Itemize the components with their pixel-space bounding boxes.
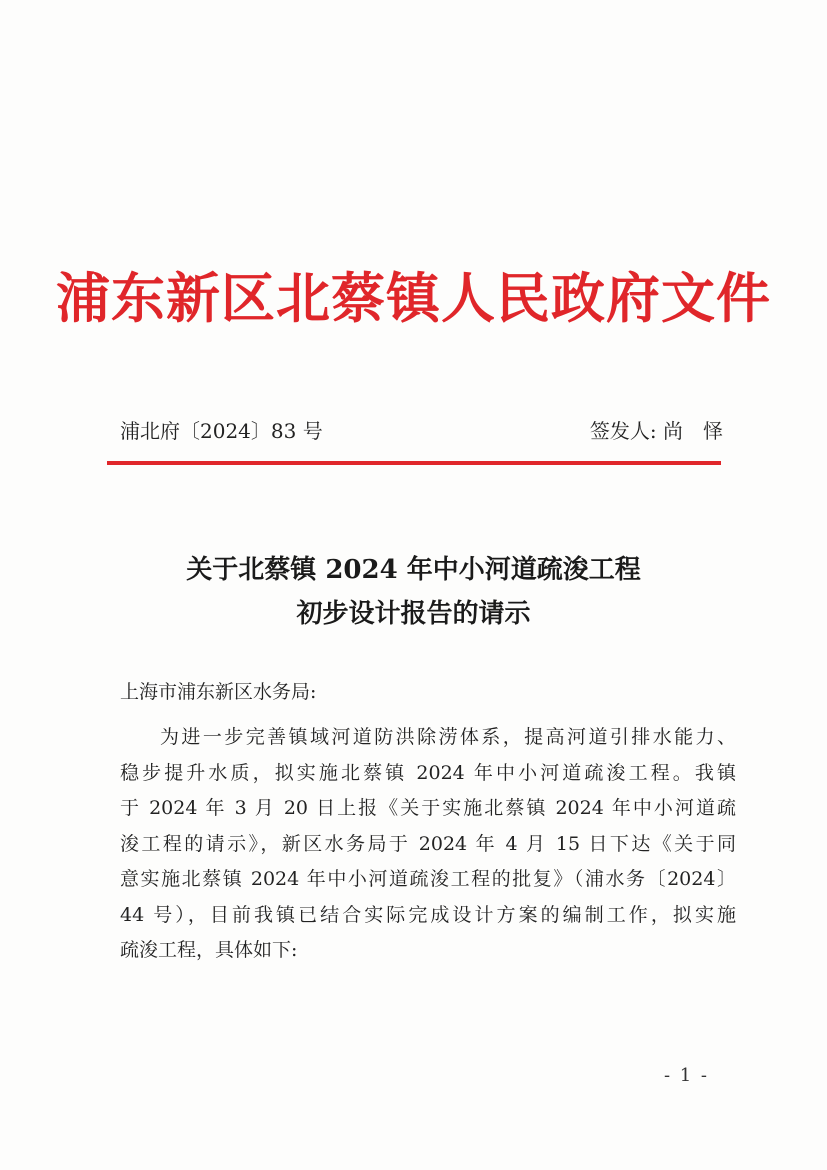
body-line: 意实施北蔡镇 2024 年中小河道疏浚工程的批复》（浦水务〔2024〕 bbox=[120, 868, 736, 890]
body-line: 44 号），目前我镇已结合实际完成设计方案的编制工作，拟实施 bbox=[120, 903, 736, 926]
body-line: 于 2024 年 3 月 20 日上报《关于实施北蔡镇 2024 年中小河道疏 bbox=[120, 797, 736, 819]
subject-line-1: 关于北蔡镇 2024 年中小河道疏浚工程 bbox=[186, 555, 641, 585]
body-line: 为进一步完善镇域河道防洪除涝体系，提高河道引排水能力、 bbox=[160, 726, 736, 748]
issuer-signature: 签发人: 尚 怿 bbox=[589, 419, 723, 443]
document-number: 浦北府〔2024〕83 号 bbox=[120, 419, 323, 443]
subject-line-2: 初步设计报告的请示 bbox=[296, 599, 531, 629]
document-subject bbox=[0, 548, 827, 636]
body-line: 稳步提升水质，拟实施北蔡镇 2024 年中小河道疏浚工程。我镇 bbox=[120, 761, 736, 784]
page-number: - 1 - bbox=[663, 1065, 709, 1086]
body-paragraph bbox=[120, 720, 736, 969]
body-line: 浚工程的请示》，新区水务局于 2024 年 4 月 15 日下达《关于同 bbox=[120, 832, 736, 855]
document-header-title: 浦东新区北蔡镇人民政府文件 bbox=[56, 266, 771, 330]
header-divider-rule bbox=[107, 461, 721, 465]
salutation: 上海市浦东新区水务局: bbox=[120, 681, 317, 703]
body-line: 疏浚工程，具体如下: bbox=[120, 939, 298, 961]
